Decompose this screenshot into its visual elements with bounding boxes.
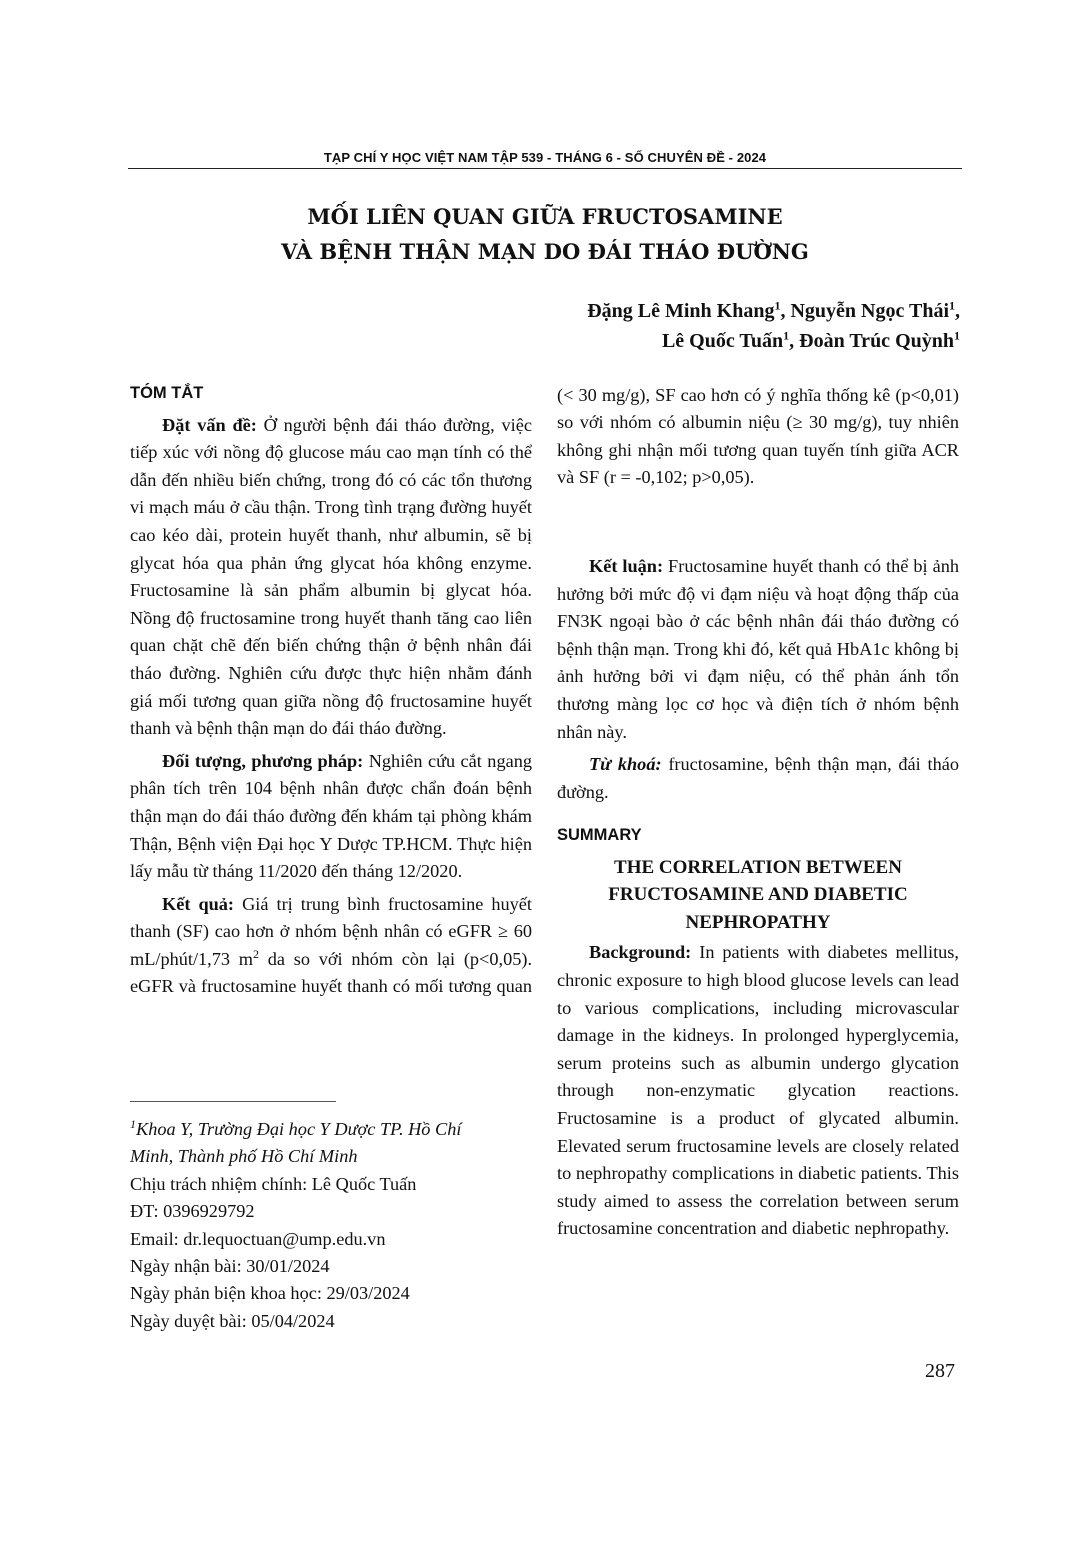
author-name: Nguyễn Ngọc Thái — [790, 300, 949, 322]
english-background-paragraph — [557, 939, 959, 1243]
results-text-b: (< 30 mg/g), SF cao hơn có ý nghĩa thống kê (p<0,01) so với nhóm có albumin niệu (≥ 30 mg/g), tuy nhiên không ghi nhận mối tương quan tuyến tính giữa ACR và SF (r = -0,102; p>0,05). — [557, 384, 959, 488]
english-title — [557, 854, 959, 937]
results-paragraph — [130, 891, 532, 1001]
results-text-a: Giá trị trung bình fructosamine huyết thanh (SF) cao hơn ở nhóm bệnh nhân có eGFR ≥ 60 mL/phút/1,73 m — [130, 893, 532, 969]
running-header: TẠP CHÍ Y HỌC VIỆT NAM TẬP 539 - THÁNG 6 - SỐ CHUYÊN ĐỀ - 2024 — [323, 150, 767, 165]
article-title-line-1: MỐI LIÊN QUAN GIỮA FRUCTOSAMINE — [307, 204, 783, 229]
conclusion-text: Fructosamine huyết thanh có thể bị ảnh hưởng bởi mức độ vi đạm niệu và hoạt động thấp của FN3K ngoại bào ở các bệnh nhân đái tháo đường có bệnh thận mạn. Trong khi đó, kết quả HbA1c không bị ảnh hưởng bởi vi đạm niệu, có thể phản ánh tổn thương màng lọc cơ học và điện tích ở nhóm bệnh nhân này. — [557, 556, 959, 742]
header-rule — [128, 168, 962, 169]
article-title-line-2: VÀ BỆNH THẬN MẠN DO ĐÁI THÁO ĐƯỜNG — [281, 239, 809, 264]
results-label: Kết quả: — [162, 893, 235, 914]
accepted-date: Ngày duyệt bài: 05/04/2024 — [130, 1310, 335, 1331]
methods-label: Đối tượng, phương pháp: — [162, 750, 364, 771]
affiliation-line-1 — [130, 1116, 532, 1143]
left-column — [130, 375, 532, 1001]
right-column — [557, 381, 959, 1248]
english-background-text: In patients with diabetes mellitus, chronic exposure to high blood glucose levels can lead to various complications, including microvascular damage in the kidneys. In prolonged hyperglycemia, serum proteins such as albumin undergo glycation through non-enzymatic glycation reactions. Fructosamine is a product of glycated albumin. Elevated serum fructosamine levels are closely related to nephropathy complications in diabetic patients. This study aimed to assess the correlation between serum fructosamine concentration and diabetic nephropathy. — [557, 942, 959, 1239]
author-name: Lê Quốc Tuấn — [661, 330, 784, 352]
background-paragraph — [130, 412, 532, 743]
english-title-line-2: FRUCTOSAMINE AND DIABETIC — [608, 884, 908, 906]
page-number: 287 — [925, 1360, 955, 1382]
background-label: Đặt vấn đề: — [162, 414, 257, 435]
review-date: Ngày phản biện khoa học: 29/03/2024 — [130, 1283, 410, 1304]
results-superscript: 2 — [253, 946, 259, 961]
received-date: Ngày nhận bài: 30/01/2024 — [130, 1256, 330, 1277]
abstract-heading: TÓM TẮT — [130, 384, 204, 402]
english-title-line-3: NEPHROPATHY — [685, 911, 831, 933]
footnote-rule — [130, 1101, 336, 1102]
conclusion-paragraph — [557, 553, 959, 746]
email-address: Email: dr.lequoctuan@ump.edu.vn — [130, 1228, 386, 1249]
keywords-text: fructosamine, bệnh thận mạn, đái tháo đường. — [557, 754, 959, 802]
author-name: Đoàn Trúc Quỳnh — [799, 330, 954, 352]
methods-paragraph — [130, 748, 532, 886]
affiliation-mark: 1 — [949, 298, 955, 313]
english-title-line-1: THE CORRELATION BETWEEN — [614, 856, 902, 878]
author-name: Đặng Lê Minh Khang — [587, 300, 775, 322]
keywords-paragraph — [557, 751, 959, 806]
affiliation-line-2: Minh, Thành phố Hồ Chí Minh — [130, 1146, 358, 1167]
corresponding-author: Chịu trách nhiệm chính: Lê Quốc Tuấn — [130, 1173, 417, 1194]
author-list — [587, 296, 960, 356]
author-separator: , — [789, 330, 800, 352]
summary-heading: SUMMARY — [557, 826, 642, 845]
background-text: Ở người bệnh đái tháo đường, việc tiếp xúc với nồng độ glucose máu cao mạn tính có thể dẫn đến nhiều biến chứng, trong đó có các tổn thương vi mạch máu ở cầu thận. Trong tình trạng đường huyết cao kéo dài, protein huyết thanh, như albumin, sẽ bị glycat hóa qua phản ứng glycat hóa không enzyme. Fructosamine là sản phẩm albumin bị glycat hóa. Nồng độ fructosamine trong huyết thanh tăng cao liên quan chặt chẽ đến biến chứng thận ở bệnh nhân đái tháo đường. Nghiên cứu được thực hiện nhằm đánh giá mối tương quan giữa nồng độ fructosamine huyết thanh và bệnh thận mạn do đái tháo đường. — [130, 414, 532, 739]
phone-number: ĐT: 0396929792 — [130, 1201, 255, 1222]
author-separator: , — [780, 300, 791, 322]
article-title — [128, 199, 962, 269]
affiliation-mark: 1 — [774, 298, 781, 313]
author-line-1 — [587, 296, 960, 326]
results-continuation — [557, 381, 959, 546]
footnote — [130, 1116, 532, 1335]
affiliation-mark: 1 — [954, 328, 960, 343]
affiliation-mark: 1 — [130, 1116, 136, 1131]
conclusion-label: Kết luận: — [589, 556, 664, 576]
methods-text: Nghiên cứu cắt ngang phân tích trên 104 bệnh nhân được chẩn đoán bệnh thận mạn do đái tháo đường đến khám tại phòng khám Thận, Bệnh viện Đại học Y Dược TP.HCM. Thực hiện lấy mẫu từ tháng 11/2020 đến tháng 12/2020. — [130, 750, 532, 882]
results-paragraph-continued — [557, 381, 959, 492]
results-text-b: da so với nhóm còn lại (p<0,05). eGFR và fructosamine huyết thanh có mối tương quan — [130, 948, 532, 997]
affiliation-text: Khoa Y, Trường Đại học Y Dược TP. Hồ Chí — [136, 1119, 462, 1139]
author-separator: , — [955, 300, 960, 322]
author-line-2 — [587, 326, 960, 356]
keywords-label: Từ khoá: — [589, 754, 662, 775]
english-background-label: Background: — [589, 942, 692, 963]
affiliation-mark: 1 — [783, 328, 790, 343]
